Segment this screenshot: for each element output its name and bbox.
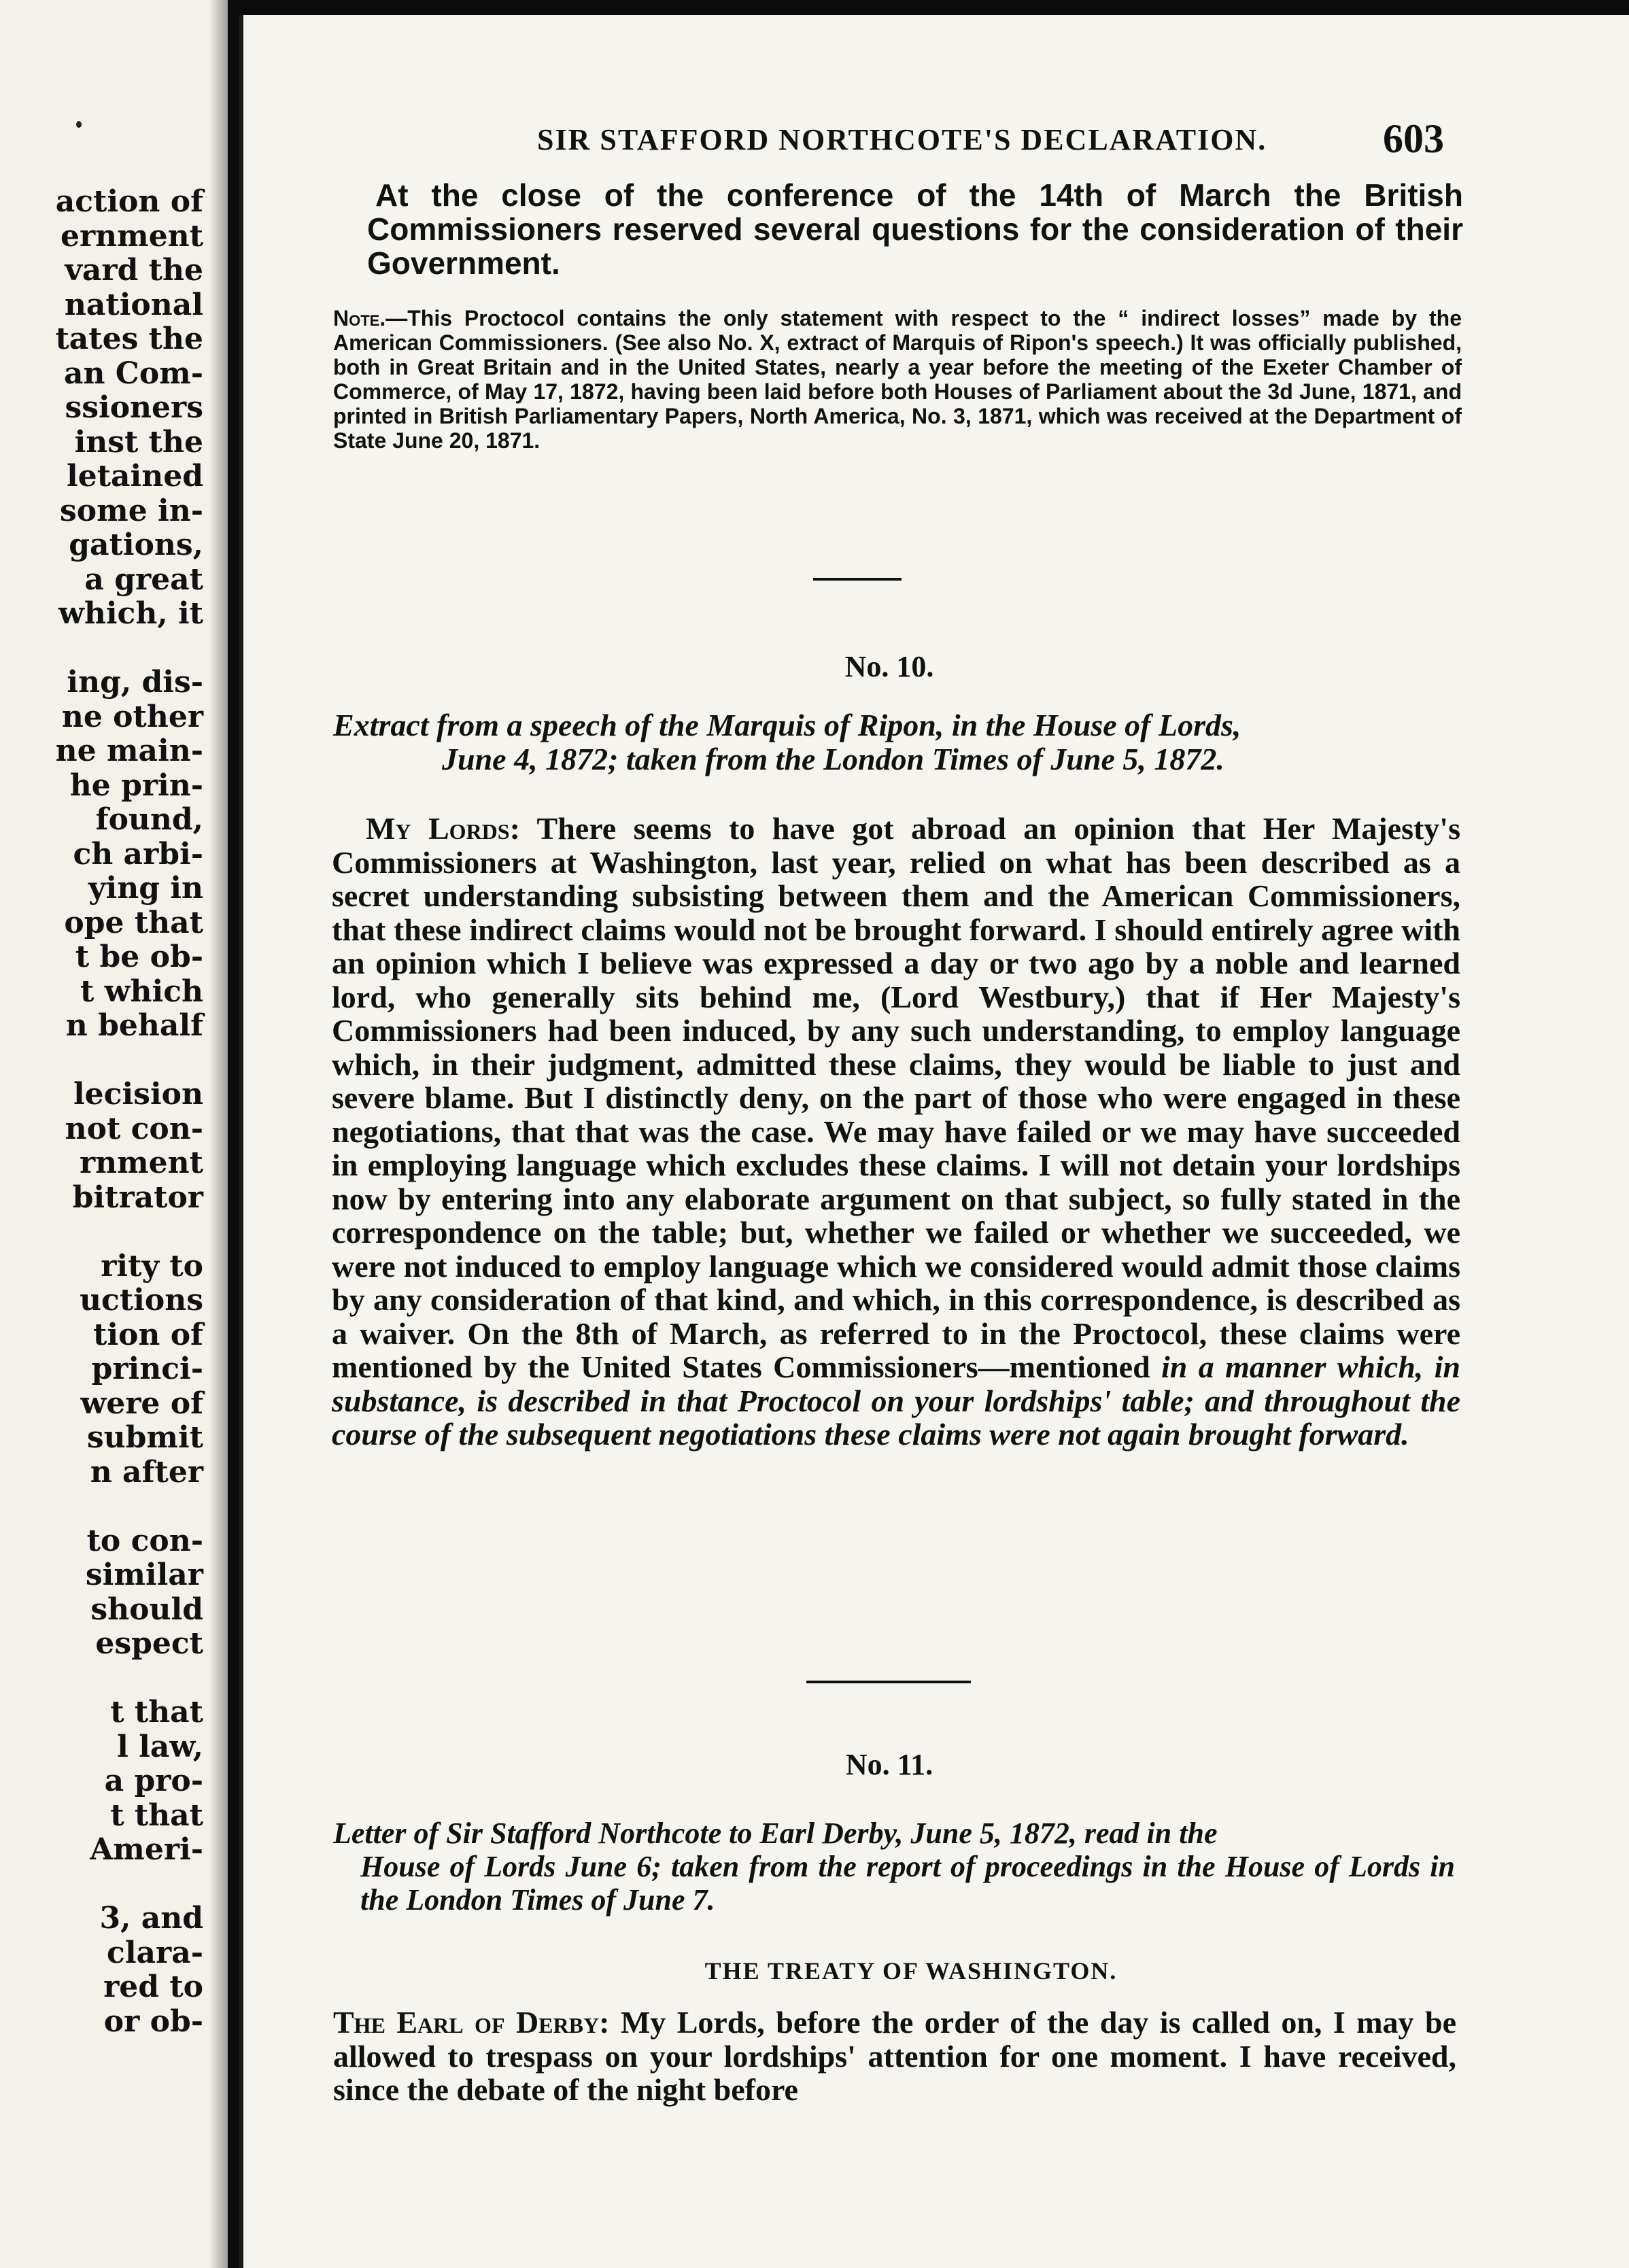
derby-speech xyxy=(333,2006,1456,2107)
document-number-10: No. 10. xyxy=(844,650,934,683)
left-page-text-fragments xyxy=(55,185,203,2039)
left-page-fragment: a great xyxy=(84,562,203,597)
left-page-fragment: ope that xyxy=(64,905,203,940)
left-page-fragment: t that xyxy=(110,1695,203,1730)
left-page-fragment xyxy=(55,1662,203,1696)
letter-heading xyxy=(333,1817,1455,1917)
left-page-fragment: some in- xyxy=(60,493,203,528)
left-page-fragment xyxy=(55,1215,203,1250)
left-page-fragment: were of xyxy=(80,1386,203,1421)
left-page-fragment xyxy=(55,1868,203,1902)
left-page-fragment xyxy=(55,632,203,666)
left-page-fragment: ne main- xyxy=(55,734,203,768)
left-page-fragment: ne other xyxy=(61,699,203,734)
left-page-fragment: which, it xyxy=(58,596,203,631)
left-page-fragment: bitrator xyxy=(72,1180,203,1215)
left-page-fragment: found, xyxy=(95,802,203,837)
letter-heading-line-1: Letter of Sir Stafford Northcote to Earl Derby, June 5, 1872, read in the xyxy=(333,1817,1218,1850)
page-header xyxy=(294,116,1444,163)
gutter-shadow xyxy=(209,0,228,2268)
intro-paragraph: At the close of the conference of the 14th of March the British Commissioners reserved several questions for the consideration of their Government. xyxy=(367,177,1463,281)
left-page-fragment: ing, dis- xyxy=(67,665,203,700)
left-page-fragment: inst the xyxy=(74,424,203,460)
left-page-fragment: uctions xyxy=(80,1283,203,1318)
running-head: SIR STAFFORD NORTHCOTE'S DECLARATION. xyxy=(537,123,1267,156)
left-page-fragment: t which xyxy=(80,974,203,1009)
left-page-fragment: gations, xyxy=(69,528,203,562)
section-divider xyxy=(813,578,902,581)
left-page-fragment: ssioners xyxy=(65,390,203,425)
document-number-11: No. 11. xyxy=(845,1748,933,1781)
ink-speck xyxy=(76,121,82,128)
left-page-fragment: clara- xyxy=(107,1935,203,1970)
left-page-fragment: ernment xyxy=(60,218,203,254)
left-page-fragment: action of xyxy=(55,184,203,219)
left-page-fragment: not con- xyxy=(65,1111,203,1146)
left-page-fragment xyxy=(55,1490,203,1524)
left-page-fragment: espect xyxy=(95,1626,203,1661)
left-page-fragment: tion of xyxy=(93,1317,203,1352)
extract-heading xyxy=(333,708,1462,776)
letter-heading-rest: House of Lords June 6; taken from the report of proceedings in the House of Lords in the London Times of June 7. xyxy=(360,1850,1455,1917)
treaty-heading: THE TREATY OF WASHINGTON. xyxy=(704,1957,1118,1984)
extract-heading-line-2: June 4, 1872; taken from the London Times of June 5, 1872. xyxy=(442,742,1224,776)
left-page-fragment: letained xyxy=(66,459,203,494)
speech-text: There seems to have got abroad an opinion that Her Majesty's Commissioners at Washington, last year, relied on what has been described as a secret understanding subsisting between them and the American Commissioners, that these indirect claims would not be brought forward. I should entirely agree with an opinion which I believe was expressed a day or two ago by a noble and learned lord, who generally sits behind me, (Lord Westbury,) that if Her Majesty's Commissioners had been induced, by any such understanding, to employ language which, in their judgment, admitted these claims, they would be liable to just and severe blame. But I distinctly deny, on the part of those who were engaged in these negotiations, that that was the case. We may have failed or we may have succeeded in employing language which excludes these claims. I will not detain your lordships now by entering into any elaborate argument on that subject, so fully stated in the correspondence on the table; but, whether we failed or whether we succeeded, we were not induced to employ language which we considered would admit those claims by any consideration of that kind, and which, in this correspondence, is described as a waiver. On the 8th of March, as referred to in the Proctocol, these claims were mentioned by the United States Commissioners—mentioned xyxy=(332,811,1460,1384)
left-page-fragment: vard the xyxy=(65,253,203,288)
left-facing-page xyxy=(0,0,228,2268)
note-text: —This Proctocol contains the only statement with respect to the “ indirect losses” made by the American Commissioners. (See also No. X, extract of Marquis of Ripon's speech.) It was officially published, both in Great Britain and in the United States, nearly a year before the meeting of the Exeter Chamber of Commerce, of May 17, 1872, having been laid before both Houses of Parliament about the 3d June, 1871, and printed in British Parliamentary Papers, North America, No. 3, 1871, which was received at the Department of State June 20, 1871. xyxy=(333,306,1462,453)
left-page-fragment xyxy=(55,1044,203,1078)
left-page-fragment: rnment xyxy=(79,1146,203,1180)
speaker-name: The Earl of Derby: xyxy=(333,2005,610,2040)
left-page-fragment: lecision xyxy=(73,1077,203,1112)
left-page-fragment: he prin- xyxy=(69,768,203,803)
left-page-fragment: ch arbi- xyxy=(73,836,203,872)
speech-italic-text: in a manner which, in substance, is described in that Proctocol on your lordships' table; and throughout the course of the subsequent negotiations these claims were not again brought forward. xyxy=(332,1350,1460,1451)
left-page-fragment: or ob- xyxy=(103,2004,203,2039)
left-page-fragment: an Com- xyxy=(63,356,203,391)
note-label: Note. xyxy=(333,306,386,330)
left-page-fragment: submit xyxy=(86,1420,203,1455)
left-page-fragment: Ameri- xyxy=(90,1832,203,1867)
derby-speech-text: My Lords, before the order of the day is called on, I may be allowed to trespass on your lordships' attention for one moment. I have received, since the debate of the night before xyxy=(333,2005,1456,2107)
left-page-fragment: should xyxy=(90,1592,203,1627)
left-page-fragment: red to xyxy=(103,1970,203,2004)
left-page-fragment: similar xyxy=(85,1558,203,1592)
left-page-fragment: l law, xyxy=(117,1729,203,1764)
page-number: 603 xyxy=(1383,116,1444,161)
left-page-fragment: n behalf xyxy=(65,1008,203,1043)
left-page-fragment: princi- xyxy=(91,1352,203,1386)
left-page-fragment: to con- xyxy=(86,1523,203,1558)
left-page-fragment: a pro- xyxy=(104,1764,203,1798)
left-page-fragment: t be ob- xyxy=(75,940,203,974)
left-page-fragment: 3, and xyxy=(99,1901,203,1936)
left-page-fragment: rity to xyxy=(101,1248,203,1284)
left-page-fragment: n after xyxy=(90,1454,203,1490)
extract-heading-line-1: Extract from a speech of the Marquis of Ripon, in the House of Lords, xyxy=(333,708,1241,742)
left-page-fragment: national xyxy=(64,287,203,322)
note-paragraph xyxy=(333,306,1462,453)
left-page-fragment: t that xyxy=(110,1798,203,1833)
ripon-speech xyxy=(332,812,1460,1451)
left-page-fragment: ying in xyxy=(88,871,203,906)
left-page-fragment: tates the xyxy=(55,322,203,356)
salutation: My Lords: xyxy=(366,811,520,846)
section-divider xyxy=(806,1681,971,1683)
